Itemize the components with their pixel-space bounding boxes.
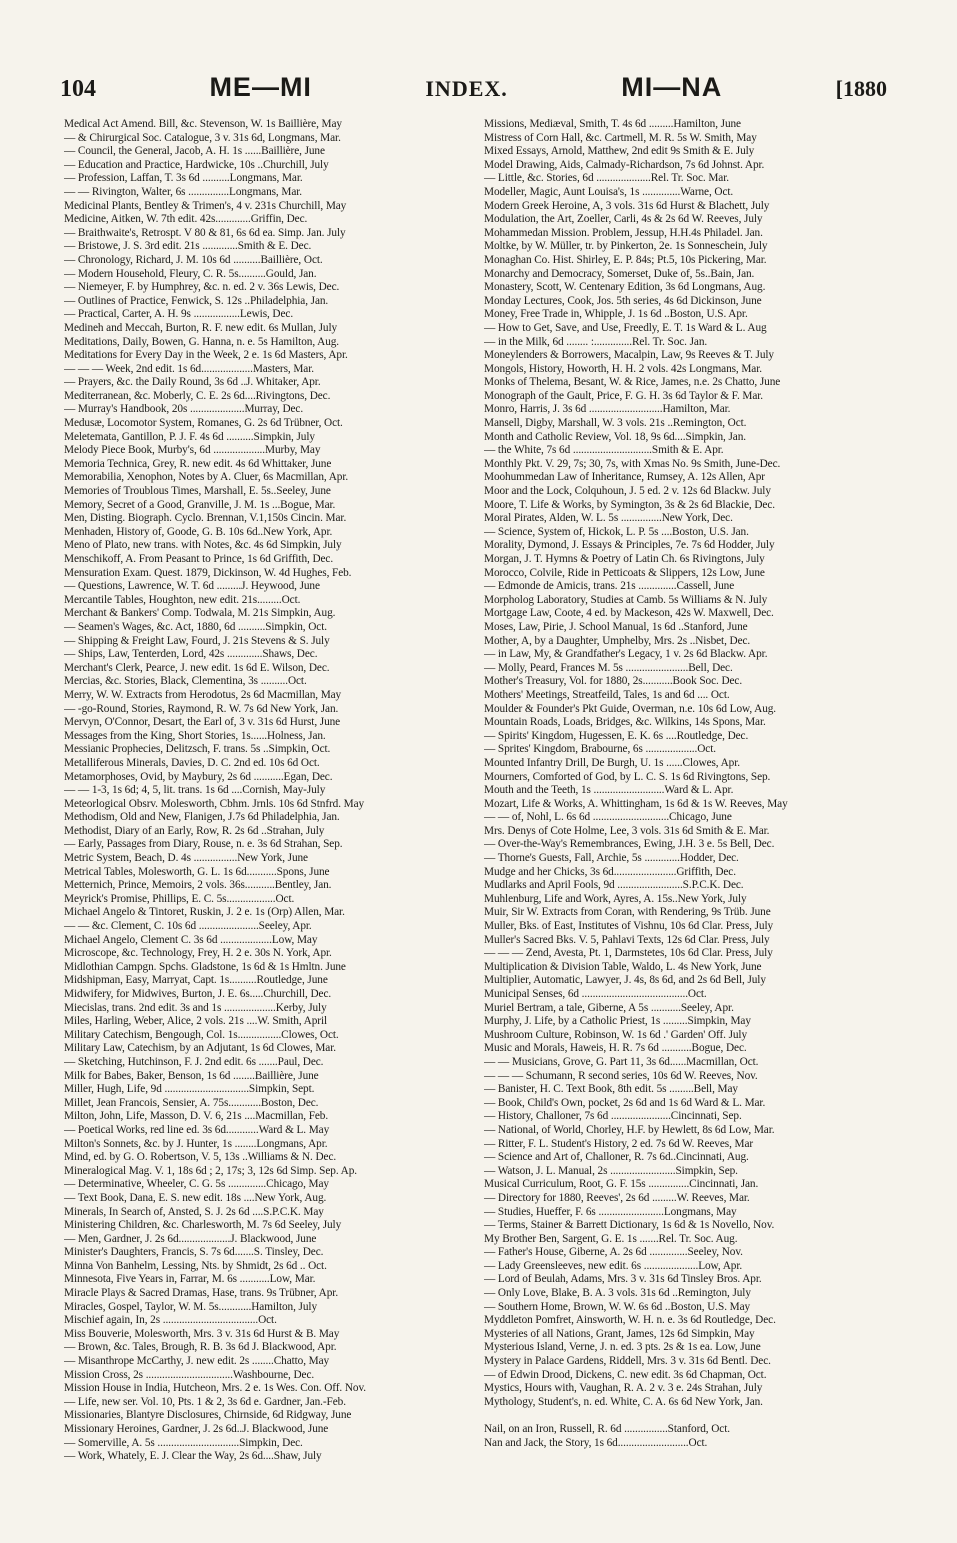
index-entry: — Sketching, Hutchinson, F. J. 2nd edit. 6s .......Paul, Dec. <box>64 1055 324 1068</box>
index-entry: Muriel Bertram, a tale, Giberne, A 5s ...........Seeley, Apr. <box>484 1001 734 1014</box>
index-entry: — Somerville, A. 5s ..............................Simpkin, Dec. <box>64 1436 303 1449</box>
index-entry: Meno of Plato, new trans. with Notes, &c. 4s 6d Simpkin, July <box>64 539 342 552</box>
index-entry: — Modern Household, Fleury, C. R. 5s..........Gould, Jan. <box>64 267 317 280</box>
index-entry: — Early, Passages from Diary, Rouse, n. e. 3s 6d Strahan, Sep. <box>64 838 343 851</box>
index-entry: Merry, W. W. Extracts from Herodotus, 2s 6d Macmillan, May <box>64 688 342 701</box>
index-entry: Mourners, Comforted of God, by L. C. S. 1s 6d Rivingtons, Sep. <box>484 770 771 783</box>
index-entry: — Science, System of, Hickok, L. P. 5s ....Boston, U.S. Jan. <box>484 525 749 538</box>
index-entry: — Science and Art of, Challoner, R. 7s 6d..Cincinnati, Aug. <box>484 1151 749 1164</box>
index-entry: — Shipping & Freight Law, Fourd, J. 21s Stevens & S. July <box>64 634 330 647</box>
page-number: 104 <box>60 76 96 102</box>
index-entry: — Ships, Law, Tenterden, Lord, 42s .............Shaws, Dec. <box>64 648 318 661</box>
column-spacer <box>484 1409 884 1423</box>
index-entry: Messianic Prophecies, Delitzsch, F. trans. 5s ..Simpkin, Oct. <box>64 743 331 756</box>
index-entry: — Profession, Laffan, T. 3s 6d ..........Longmans, Mar. <box>64 172 303 185</box>
index-entry: Moore, T. Life & Works, by Symington, 3s & 2s 6d Blackie, Dec. <box>484 498 775 511</box>
index-entry: — Father's House, Giberne, A. 2s 6d ..............Seeley, Nov. <box>484 1246 743 1259</box>
index-entry: — Brown, &c. Tales, Brough, R. B. 3s 6d J. Blackwood, Apr. <box>64 1341 337 1354</box>
index-entry: Mouth and the Teeth, 1s ..........................Ward & L. Apr. <box>484 784 734 797</box>
index-entry: Mischief again, In, 2s ...................................Oct. <box>64 1314 277 1327</box>
index-entry: Miracles, Gospel, Taylor, W. M. 5s............Hamilton, July <box>64 1300 317 1313</box>
index-entry: Mediterranean, &c. Moberly, C. E. 2s 6d....Rivingtons, Dec. <box>64 389 331 402</box>
index-entry: Monograph of the Gault, Price, F. G. H. 3s 6d Taylor & F. Mar. <box>484 389 764 402</box>
index-entry: — Council, the General, Jacob, A. H. 1s ......Baillière, June <box>64 145 325 158</box>
index-entry: — National, of World, Chorley, H.F. by Hewlett, 8s 6d Low, Mar. <box>484 1123 775 1136</box>
index-entry: — Ritter, F. L. Student's History, 2 ed. 7s 6d W. Reeves, Mar <box>484 1137 754 1150</box>
index-entry: Minerals, In Search of, Ansted, S. J. 2s 6d ....S.P.C.K. May <box>64 1205 324 1218</box>
index-entry: Mounted Infantry Drill, De Burgh, U. 1s ......Clowes, Apr. <box>484 756 740 769</box>
index-entry: — — &c. Clement, C. 10s 6d ......................Seeley, Apr. <box>64 920 312 933</box>
index-entry: Mudlarks and April Fools, 9d ........................S.P.C.K. Dec. <box>484 879 744 892</box>
index-entry: Metrical Tables, Molesworth, G. L. 1s 6d...........Spons, June <box>64 865 330 878</box>
index-entry: — Outlines of Practice, Fenwick, S. 12s ..Philadelphia, Jan. <box>64 294 329 307</box>
index-entry: — Edmonde de Amicis, trans. 21s ..............Cassell, June <box>484 580 735 593</box>
index-entry: — — of, Nohl, L. 6s 6d ............................Chicago, June <box>484 811 732 824</box>
index-entry: Muller, Bks. of East, Institutes of Vishnu, 10s 6d Clar. Press, July <box>484 920 774 933</box>
index-entry: — Molly, Peard, Frances M. 5s .......................Bell, Dec. <box>484 661 733 674</box>
index-entry: — Banister, H. C. Text Book, 8th edit. 5s .........Bell, May <box>484 1083 738 1096</box>
index-entry: Medineh and Meccah, Burton, R. F. new edit. 6s Mullan, July <box>64 321 338 334</box>
index-entry: Menhaden, History of, Goode, G. B. 10s 6d..New York, Apr. <box>64 525 333 538</box>
index-entry: Menschikoff, A. From Peasant to Prince, 1s 6d Griffith, Dec. <box>64 553 334 565</box>
index-entry: Miller, Hugh, Life, 9d ...............................Simpkin, Sept. <box>64 1083 315 1096</box>
index-entry: Monro, Harris, J. 3s 6d ...........................Hamilton, Mar. <box>484 403 731 416</box>
index-entry: Muir, Sir W. Extracts from Coran, with Rendering, 9s Trüb. June <box>484 906 771 919</box>
index-entry: — Questions, Lawrence, W. T. 6d .........J. Heywood, June <box>64 580 320 593</box>
index-entry: Missionaries, Blantyre Disclosures, Chirnside, 6d Ridgway, June <box>64 1409 352 1422</box>
index-entry: — Work, Whately, E. J. Clear the Way, 2s 6d....Shaw, July <box>64 1450 322 1463</box>
index-entry: Military Catechism, Bengough, Col. 1s................Clowes, Oct. <box>64 1028 339 1041</box>
index-entry: Millet, Jean Francois, Sensier, A. 75s............Boston, Dec. <box>64 1096 319 1109</box>
index-entry: Miles, Harling, Weber, Alice, 2 vols. 21s ....W. Smith, April <box>64 1015 328 1028</box>
index-entry: Moses, Law, Pirie, J. School Manual, 1s 6d ..Stanford, June <box>484 620 748 633</box>
index-entry: — the White, 7s 6d .............................Smith & E. Apr. <box>484 444 724 457</box>
index-entry: Men, Disting. Biograph. Cyclo. Brennan, V.1,150s Cincin. Mar. <box>64 512 347 525</box>
index-entry: Mansell, Digby, Marshall, W. 3 vols. 21s ..Remington, Oct. <box>484 417 747 430</box>
index-entry: Morgan, J. T. Hymns & Poetry of Latin Ch. 6s Rivingtons, July <box>484 553 765 565</box>
index-entry: Mission House in India, Hutcheon, Mrs. 2 e. 1s Wes. Con. Off. Nov. <box>64 1382 366 1395</box>
index-entry: Minna Von Banhelm, Lessing, Nts. by Shmidt, 2s 6d .. Oct. <box>64 1259 327 1272</box>
index-entry: — Education and Practice, Hardwicke, 10s ..Churchill, July <box>64 158 329 171</box>
index-entry: Mensuration Exam. Quest. 1879, Dickinson, W. 4d Hughes, Feb. <box>64 566 352 579</box>
index-entry: — Watson, J. L. Manual, 2s ........................Simpkin, Sep. <box>484 1164 738 1177</box>
index-entry: Minnesota, Five Years in, Farrar, M. 6s ...........Low, Mar. <box>64 1273 316 1286</box>
index-entry: Mortgage Law, Coote, 4 ed. by Mackeson, 42s W. Maxwell, Dec. <box>484 607 774 620</box>
index-entry: Moneylenders & Borrowers, Macalpin, Law, 9s Reeves & T. July <box>484 349 774 362</box>
index-entry: — Prayers, &c. the Daily Round, 3s 6d ..J. Whitaker, Apr. <box>64 376 321 389</box>
index-entry: Messages from the King, Short Stories, 1s......Holness, Jan. <box>64 729 326 742</box>
index-entry: Midwifery, for Midwives, Burton, J. E. 6s.....Churchill, Dec. <box>64 988 332 1000</box>
index-entry: Modern Greek Heroine, A, 3 vols. 31s 6d Hurst & Blachett, July <box>484 199 770 212</box>
index-entry: Mistress of Corn Hall, &c. Cartmell, M. R. 5s W. Smith, May <box>484 131 757 144</box>
index-entry: Monday Lectures, Cook, Jos. 5th series, 4s 6d Dickinson, June <box>484 294 762 307</box>
index-entry: Nan and Jack, the Story, 1s 6d..........................Oct. <box>484 1437 708 1449</box>
index-entry: Medicine, Aitken, W. 7th edit. 42s.............Griffin, Dec. <box>64 213 308 226</box>
index-entry: Monks of Thelema, Besant, W. & Rice, James, n.e. 2s Chatto, June <box>484 376 781 389</box>
index-entry: — — — Zend, Avesta, Pt. 1, Darmstetes, 10s 6d Clar. Press, July <box>484 947 773 960</box>
index-entry: Miss Bouverie, Molesworth, Mrs. 3 v. 31s 6d Hurst & B. May <box>64 1327 340 1340</box>
index-entry: Moulder & Founder's Pkt Guide, Overman, n.e. 10s 6d Low, Aug. <box>484 702 777 715</box>
index-entry: Mother, A, by a Daughter, Umphelby, Mrs. 2s ..Nisbet, Dec. <box>484 634 751 647</box>
index-entry: — Determinative, Wheeler, C. G. 5s ..............Chicago, May <box>64 1178 329 1191</box>
index-entry: Mrs. Denys of Cote Holme, Lee, 3 vols. 31s 6d Smith & E. Mar. <box>484 824 770 837</box>
index-entry: — Book, Child's Own, pocket, 2s 6d and 1s 6d Ward & L. Mar. <box>484 1096 766 1109</box>
index-entry: Mind, ed. by G. O. Robertson, V. 5, 13s ..Williams & N. Dec. <box>64 1151 337 1164</box>
index-entry: Mercias, &c. Stories, Black, Clementina, 3s ..........Oct. <box>64 675 307 688</box>
index-entry: — -go-Round, Stories, Raymond, R. W. 7s 6d New York, Jan. <box>64 702 339 715</box>
index-entry: — Bristowe, J. S. 3rd edit. 21s .............Smith & E. Dec. <box>64 240 312 253</box>
index-entry: Missions, Mediæval, Smith, T. 4s 6d .........Hamilton, June <box>484 118 741 130</box>
index-entry: Milton, John, Life, Masson, D. V. 6, 21s ....Macmillan, Feb. <box>64 1110 329 1123</box>
index-entry: — Murray's Handbook, 20s ....................Murray, Dec. <box>64 403 304 416</box>
index-entry: — Seamen's Wages, &c. Act, 1880, 6d ..........Simpkin, Oct. <box>64 620 327 633</box>
index-entry: Merchant & Bankers' Comp. Todwala, M. 21s Simpkin, Aug. <box>64 607 336 620</box>
index-entry: — Lady Greensleeves, new edit. 6s ....................Low, Apr. <box>484 1259 743 1272</box>
index-entry: Morpholog Laboratory, Studies at Camb. 5s Williams & N. July <box>484 593 768 606</box>
index-entry: Miracle Plays & Sacred Dramas, Hase, trans. 9s Trübner, Apr. <box>64 1287 339 1300</box>
index-entry: Meletemata, Gantillon, P. J. F. 4s 6d ..........Simpkin, July <box>64 430 315 443</box>
index-entry: Mythology, Student's, n. ed. White, C. A. 6s 6d New York, Jan. <box>484 1395 763 1408</box>
index-entry: Milk for Babes, Baker, Benson, 1s 6d ........Baillière, June <box>64 1069 319 1082</box>
index-entry: Medicinal Plants, Bentley & Trimen's, 4 v. 231s Churchill, May <box>64 199 347 212</box>
index-entry: Morocco, Colvile, Ride in Petticoats & Slippers, 12s Low, June <box>484 566 765 579</box>
index-entry: — — Musicians, Grove, G. Part 11, 3s 6d......Macmillan, Oct. <box>484 1055 759 1068</box>
index-entry: — Thorne's Guests, Fall, Archie, 5s .............Hodder, Dec. <box>484 852 739 865</box>
index-entry: Mother's Treasury, Vol. for 1880, 2s...........Book Soc. Dec. <box>484 675 743 688</box>
index-entry: — Misanthrope McCarthy, J. new edit. 2s ........Chatto, May <box>64 1355 330 1368</box>
index-entry: Ministering Children, &c. Charlesworth, M. 7s 6d Seeley, July <box>64 1219 342 1232</box>
index-entry: Mothers' Meetings, Streatfeild, Tales, 1s and 6d .... Oct. <box>484 688 730 701</box>
index-entry: Missionary Heroines, Gardner, J. 2s 6d..J. Blackwood, June <box>64 1423 329 1435</box>
index-entry: — Text Book, Dana, E. S. new edit. 18s ....New York, Aug. <box>64 1191 327 1204</box>
index-entry: Mervyn, O'Connor, Desart, the Earl of, 3 v. 31s 6d Hurst, June <box>64 716 341 729</box>
index-entry: Medusæ, Locomotor System, Romanes, G. 2s 6d Trübner, Oct. <box>64 417 343 430</box>
index-entry: Meyrick's Promise, Phillips, E. C. 5s..................Oct. <box>64 892 295 905</box>
index-entry: Memorabilia, Xenophon, Notes by A. Cluer, 6s Macmillan, Apr. <box>64 471 349 484</box>
index-entry: Midlothian Campgn. Spchs. Gladstone, 1s 6d & 1s Hmltn. June <box>64 960 346 973</box>
index-entry: Mineralogical Mag. V. 1, 18s 6d ; 2, 17s; 3, 12s 6d Simp. Sep. Ap. <box>64 1164 357 1177</box>
index-entry: Mysterious Island, Verne, J. n. ed. 3 pts. 2s & 1s ea. Low, June <box>484 1341 761 1354</box>
index-entry: Mozart, Life & Works, A. Whittingham, 1s 6d & 1s W. Reeves, May <box>484 797 788 810</box>
index-entry: Nail, on an Iron, Russell, R. 6d ................Stanford, Oct. <box>484 1423 730 1436</box>
index-entry: Mercantile Tables, Houghton, new edit. 21s.........Oct. <box>64 593 301 606</box>
section-range-left: ME—MI <box>209 72 312 102</box>
index-entry: Mongols, History, Howorth, H. H. 2 vols. 42s Longmans, Mar. <box>484 362 762 375</box>
index-entry: Metalliferous Minerals, Davies, D. C. 2nd ed. 10s 6d Oct. <box>64 756 320 769</box>
index-entry: Municipal Senses, 6d .......................................Oct. <box>484 988 707 1000</box>
index-entry: — Practical, Carter, A. H. 9s .................Lewis, Dec. <box>64 308 294 321</box>
index-entry: Moor and the Lock, Colquhoun, J. 5 ed. 2 v. 12s 6d Blackw. July <box>484 485 771 498</box>
section-range-right: MI—NA <box>621 72 723 102</box>
left-column <box>64 118 464 1464</box>
right-column <box>484 118 884 1451</box>
index-entry: Meditations for Every Day in the Week, 2 e. 1s 6d Masters, Apr. <box>64 349 348 362</box>
index-entry: Month and Catholic Review, Vol. 18, 9s 6d....Simpkin, Jan. <box>484 430 746 443</box>
index-entry: Money, Free Trade in, Whipple, J. 1s 6d ..Boston, U.S. Apr. <box>484 308 748 321</box>
page-title: INDEX. <box>425 76 508 101</box>
index-entry: — of Edwin Drood, Dickens, C. new edit. 3s 6d Chapman, Oct. <box>484 1368 767 1381</box>
index-entry: Mushroom Culture, Robinson, W. 1s 6d .' Garden' Off. July <box>484 1028 748 1041</box>
index-entry: Model Drawing, Aids, Calmady-Richardson, 7s 6d Johnst. Apr. <box>484 158 765 171</box>
index-entry: Memories of Troublous Times, Marshall, E. 5s..Seeley, June <box>64 485 331 498</box>
index-entry: Microscope, &c. Technology, Frey, H. 2 e. 30s N. York, Apr. <box>64 947 332 960</box>
index-entry: — — — Schumann, R second series, 10s 6d W. Reeves, Nov. <box>484 1069 758 1082</box>
index-entry: — Braithwaite's, Retrospt. V 80 & 81, 6s 6d ea. Simp. Jan. July <box>64 226 346 239</box>
index-entry: — Studies, Hueffer, F. 6s ........................Longmans, May <box>484 1205 737 1218</box>
index-entry: Monastery, Scott, W. Centenary Edition, 3s 6d Longmans, Aug. <box>484 281 766 294</box>
index-entry: — Terms, Stainer & Barrett Dictionary, 1s 6d & 1s Novello, Nov. <box>484 1219 775 1232</box>
index-entry: — Niemeyer, F. by Humphrey, &c. n. ed. 2 v. 36s Lewis, Dec. <box>64 281 340 294</box>
index-entry: Music and Morals, Haweis, H. R. 7s 6d ...........Bogue, Dec. <box>484 1042 747 1055</box>
index-entry: Mystery in Palace Gardens, Riddell, Mrs. 3 v. 31s 6d Bentl. Dec. <box>484 1355 771 1368</box>
index-entry: — Spirits' Kingdom, Hugessen, E. K. 6s ....Routledge, Dec. <box>484 729 749 742</box>
index-entry: Multiplication & Division Table, Waldo, L. 4s New York, June <box>484 960 762 973</box>
index-entry: Military Law, Catechism, by an Adjutant, 1s 6d Clowes, Mar. <box>64 1042 336 1055</box>
index-columns <box>0 118 957 1513</box>
index-entry: Monaghan Co. Hist. Shirley, E. P. 84s; Pt.5, 10s Pickering, Mar. <box>484 253 767 266</box>
index-entry: Muhlenburg, Life and Work, Ayres, A. 15s..New York, July <box>484 892 747 905</box>
index-entry: — Poetical Works, red line ed. 3s 6d............Ward & L. May <box>64 1123 330 1136</box>
index-entry: — Men, Gardner, J. 2s 6d...................J. Blackwood, June <box>64 1232 317 1245</box>
index-entry: — & Chirurgical Soc. Catalogue, 3 v. 31s 6d, Longmans, Mar. <box>64 131 341 144</box>
index-entry: — Southern Home, Brown, W. W. 6s 6d ..Boston, U.S. May <box>484 1300 751 1313</box>
index-entry: Mixed Essays, Arnold, Matthew, 2nd edit 9s Smith & E. July <box>484 145 755 158</box>
index-entry: — How to Get, Save, and Use, Freedly, E. T. 1s Ward & L. Aug <box>484 321 767 334</box>
index-entry: Melody Piece Book, Murby's, 6d ...................Murby, May <box>64 444 321 457</box>
index-entry: — Only Love, Blake, B. A. 3 vols. 31s 6d ..Remington, July <box>484 1287 751 1300</box>
index-entry: Miecislas, trans. 2nd edit. 3s and 1s ...................Kerby, July <box>64 1001 327 1014</box>
index-entry: Michael Angelo, Clement C. 3s 6d ...................Low, May <box>64 933 318 946</box>
index-entry: — History, Challoner, 7s 6d ......................Cincinnati, Sep. <box>484 1110 742 1123</box>
index-entry: Mission Cross, 2s ................................Washbourne, Dec. <box>64 1368 315 1381</box>
index-entry: — in the Milk, 6d ........ :..............Rel. Tr. Soc. Jan. <box>484 335 708 348</box>
index-entry: My Brother Ben, Sargent, G. E. 1s .......Rel. Tr. Soc. Aug. <box>484 1232 738 1245</box>
index-entry: Morality, Dymond, J. Essays & Principles, 7e. 7s 6d Hodder, July <box>484 539 775 552</box>
index-entry: — in Law, My, & Grandfather's Legacy, 1 v. 2s 6d Blackw. Apr. <box>484 648 768 661</box>
index-entry: Metric System, Beach, D. 4s ................New York, June <box>64 852 308 865</box>
index-entry: Michael Angelo & Tintoret, Ruskin, J. 2 e. 1s (Orp) Allen, Mar. <box>64 906 345 919</box>
index-entry: — Directory for 1880, Reeves', 2s 6d .........W. Reeves, Mar. <box>484 1191 750 1204</box>
index-entry: Meteorlogical Obsrv. Molesworth, Cbhm. Jrnls. 10s 6d Stnfrd. May <box>64 797 365 810</box>
index-entry: Monthly Pkt. V. 29, 7s; 30, 7s, with Xmas No. 9s Smith, June-Dec. <box>484 457 781 470</box>
index-entry: Musical Curriculum, Root, G. F. 15s ...............Cincinnati, Jan. <box>484 1178 759 1191</box>
index-entry: Mohammedan Mission. Problem, Jessup, H.H.4s Philadel. Jan. <box>484 226 763 239</box>
index-entry: Minister's Daughters, Francis, S. 7s 6d.......S. Tinsley, Dec. <box>64 1246 324 1259</box>
index-entry: Metamorphoses, Ovid, by Maybury, 2s 6d ...........Egan, Dec. <box>64 770 333 783</box>
index-entry: Muller's Sacred Bks. V. 5, Pahlavi Texts, 12s 6d Clar. Press, July <box>484 933 770 946</box>
index-entry: Multiplier, Automatic, Lawyer, J. 4s, 8s 6d, and 2s 6d Bell, July <box>484 974 766 987</box>
index-entry: Monarchy and Democracy, Somerset, Duke of, 5s..Bain, Jan. <box>484 267 755 280</box>
index-entry: Mysteries of all Nations, Grant, James, 12s 6d Simpkin, May <box>484 1327 755 1340</box>
index-entry: Modulation, the Art, Zoeller, Carli, 4s & 2s 6d W. Reeves, July <box>484 213 763 226</box>
index-entry: — Sprites' Kingdom, Brabourne, 6s ...................Oct. <box>484 743 716 756</box>
index-entry: Moral Pirates, Alden, W. L. 5s ...............New York, Dec. <box>484 512 733 525</box>
index-entry: Mystics, Hours with, Vaughan, R. A. 2 v. 3 e. 24s Strahan, July <box>484 1382 763 1395</box>
index-entry: — — 1-3, 1s 6d; 4, 5, lit. trans. 1s 6d ....Cornish, May-July <box>64 784 326 797</box>
index-entry: Methodist, Diary of an Early, Row, R. 2s 6d ..Strahan, July <box>64 824 325 837</box>
index-entry: Milton's Sonnets, &c. by J. Hunter, 1s ........Longmans, Apr. <box>64 1137 328 1150</box>
index-entry: — Chronology, Richard, J. M. 10s 6d ..........Baillière, Oct. <box>64 253 323 266</box>
index-entry: Mountain Roads, Loads, Bridges, &c. Wilkins, 14s Spons, Mar. <box>484 716 766 729</box>
index-entry: Mudge and her Chicks, 3s 6d.......................Griffith, Dec. <box>484 865 736 878</box>
index-entry: — Lord of Beulah, Adams, Mrs. 3 v. 31s 6d Tinsley Bros. Apr. <box>484 1273 762 1286</box>
year-marker: [1880 <box>835 76 887 101</box>
index-entry: Methodism, Old and New, Flanigen, J.7s 6d Philadelphia, Jan. <box>64 811 340 824</box>
index-entry: — Over-the-Way's Remembrances, Ewing, J.H. 3 e. 5s Bell, Dec. <box>484 838 775 851</box>
index-entry: Metternich, Prince, Memoirs, 2 vols. 36s...........Bentley, Jan. <box>64 879 332 892</box>
index-entry: — — Rivington, Walter, 6s ...............Longmans, Mar. <box>64 185 302 198</box>
index-entry: — Little, &c. Stories, 6d ....................Rel. Tr. Soc. Mar. <box>484 172 729 185</box>
index-entry: Medical Act Amend. Bill, &c. Stevenson, W. 1s Baillière, May <box>64 118 342 130</box>
page-header <box>60 72 887 106</box>
index-entry: Meditations, Daily, Bowen, G. Hanna, n. e. 5s Hamilton, Aug. <box>64 335 340 348</box>
index-entry: Merchant's Clerk, Pearce, J. new edit. 1s 6d E. Wilson, Dec. <box>64 661 330 674</box>
index-entry: Moohummedan Law of Inheritance, Rumsey, A. 12s Allen, Apr <box>484 471 765 484</box>
index-entry: — — — Week, 2nd edit. 1s 6d...................Masters, Mar. <box>64 362 314 375</box>
index-entry: Memoria Technica, Grey, R. new edit. 4s 6d Whittaker, June <box>64 457 332 470</box>
index-entry: Myddleton Pomfret, Ainsworth, W. H. n. e. 3s 6d Routledge, Dec. <box>484 1314 776 1327</box>
index-entry: Modeller, Magic, Aunt Louisa's, 1s ..............Warne, Oct. <box>484 185 734 198</box>
index-entry: Moltke, by W. Müller, tr. by Pinkerton, 2e. 1s Sonneschein, July <box>484 240 768 253</box>
index-entry: Murphy, J. Life, by a Catholic Priest, 1s .........Simpkin, May <box>484 1015 751 1028</box>
index-entry: — Life, new ser. Vol. 10, Pts. 1 & 2, 3s 6d e. Gardner, Jan.-Feb. <box>64 1395 346 1408</box>
index-entry: Midshipman, Easy, Marryat, Capt. 1s..........Routledge, June <box>64 974 328 987</box>
index-entry: Memory, Secret of a Good, Granville, J. M. 1s ...Bogue, Mar. <box>64 498 336 511</box>
